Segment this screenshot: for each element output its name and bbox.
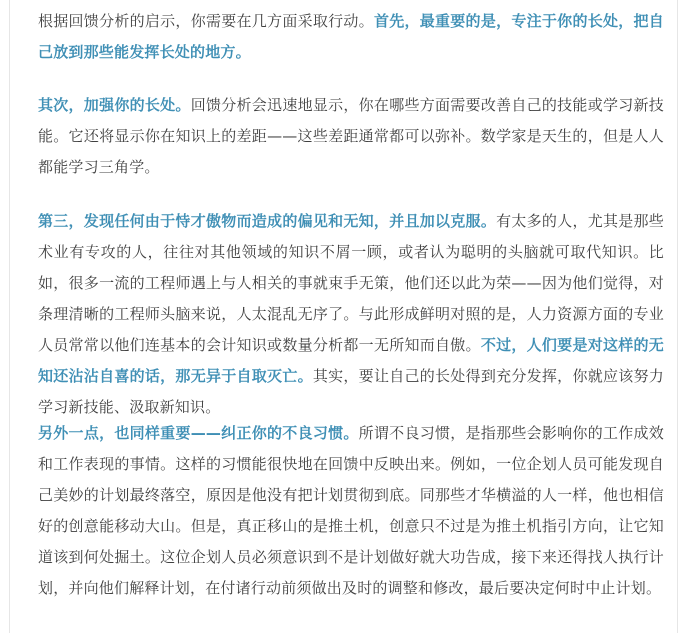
paragraph-2 [38, 90, 664, 183]
paragraph-1-highlight: 首先，最重要的是，专注于你的长处，把自己放到那些能发挥长处的地方。 [38, 12, 664, 61]
paragraph-3-text-2: 其实，要让自己的长处得到充分发挥，你就应该努力学习新技能、汲取新知识。 [38, 367, 664, 416]
paragraph-1-text: 根据回馈分析的启示，你需要在几方面采取行动。 [38, 12, 374, 30]
paragraph-3-highlight-1: 第三，发现任何由于恃才傲物而造成的偏见和无知，并且加以克服。 [38, 212, 497, 230]
paragraph-4 [38, 418, 664, 604]
paragraph-4-text: 所谓不良习惯，是指那些会影响你的工作成效和工作表现的事情。这样的习惯能很快地在回馈中反映出来。例如，一位企划人员可能发现自己美妙的计划最终落空，原因是他没有把计划贯彻到底。同那些才华横溢的人一样，他也相信好的创意能移动大山。但是，真正移山的是推土机，创意只不过是为推土机指引方向，让它知道该到何处掘土。这位企划人员必须意识到不是计划做好就大功告成，接下来还得找人执行计划，并向他们解释计划，在付诸行动前须做出及时的调整和修改，最后要决定何时中止计划。 [38, 424, 664, 597]
paragraph-2-highlight: 其次，加强你的长处。 [38, 96, 191, 114]
paragraph-1 [38, 6, 664, 68]
paragraph-3-highlight-2: 不过，人们要是对这样的无知还沾沾自喜的话，那无异于自取灭亡。 [38, 336, 664, 385]
paragraph-3 [38, 206, 664, 423]
paragraph-3-text-1: 有太多的人，尤其是那些术业有专攻的人，往往对其他领域的知识不屑一顾，或者认为聪明的头脑就可取代知识。比如，很多一流的工程师遇上与人相关的事就束手无策，他们还以此为荣——因为他们觉得，对条理清晰的工程师头脑来说，人太混乱无序了。与此形成鲜明对照的是，人力资源方面的专业人员常常以他们连基本的会计知识或数量分析都一无所知而自傲。 [38, 212, 664, 354]
right-border-line [677, 0, 678, 633]
paragraph-4-highlight: 另外一点，也同样重要——纠正你的不良习惯。 [38, 424, 359, 442]
paragraph-2-text: 回馈分析会迅速地显示，你在哪些方面需要改善自己的技能或学习新技能。它还将显示你在知识上的差距——这些差距通常都可以弥补。数学家是天生的，但是人人都能学习三角学。 [38, 96, 664, 176]
left-border-line [9, 0, 10, 633]
